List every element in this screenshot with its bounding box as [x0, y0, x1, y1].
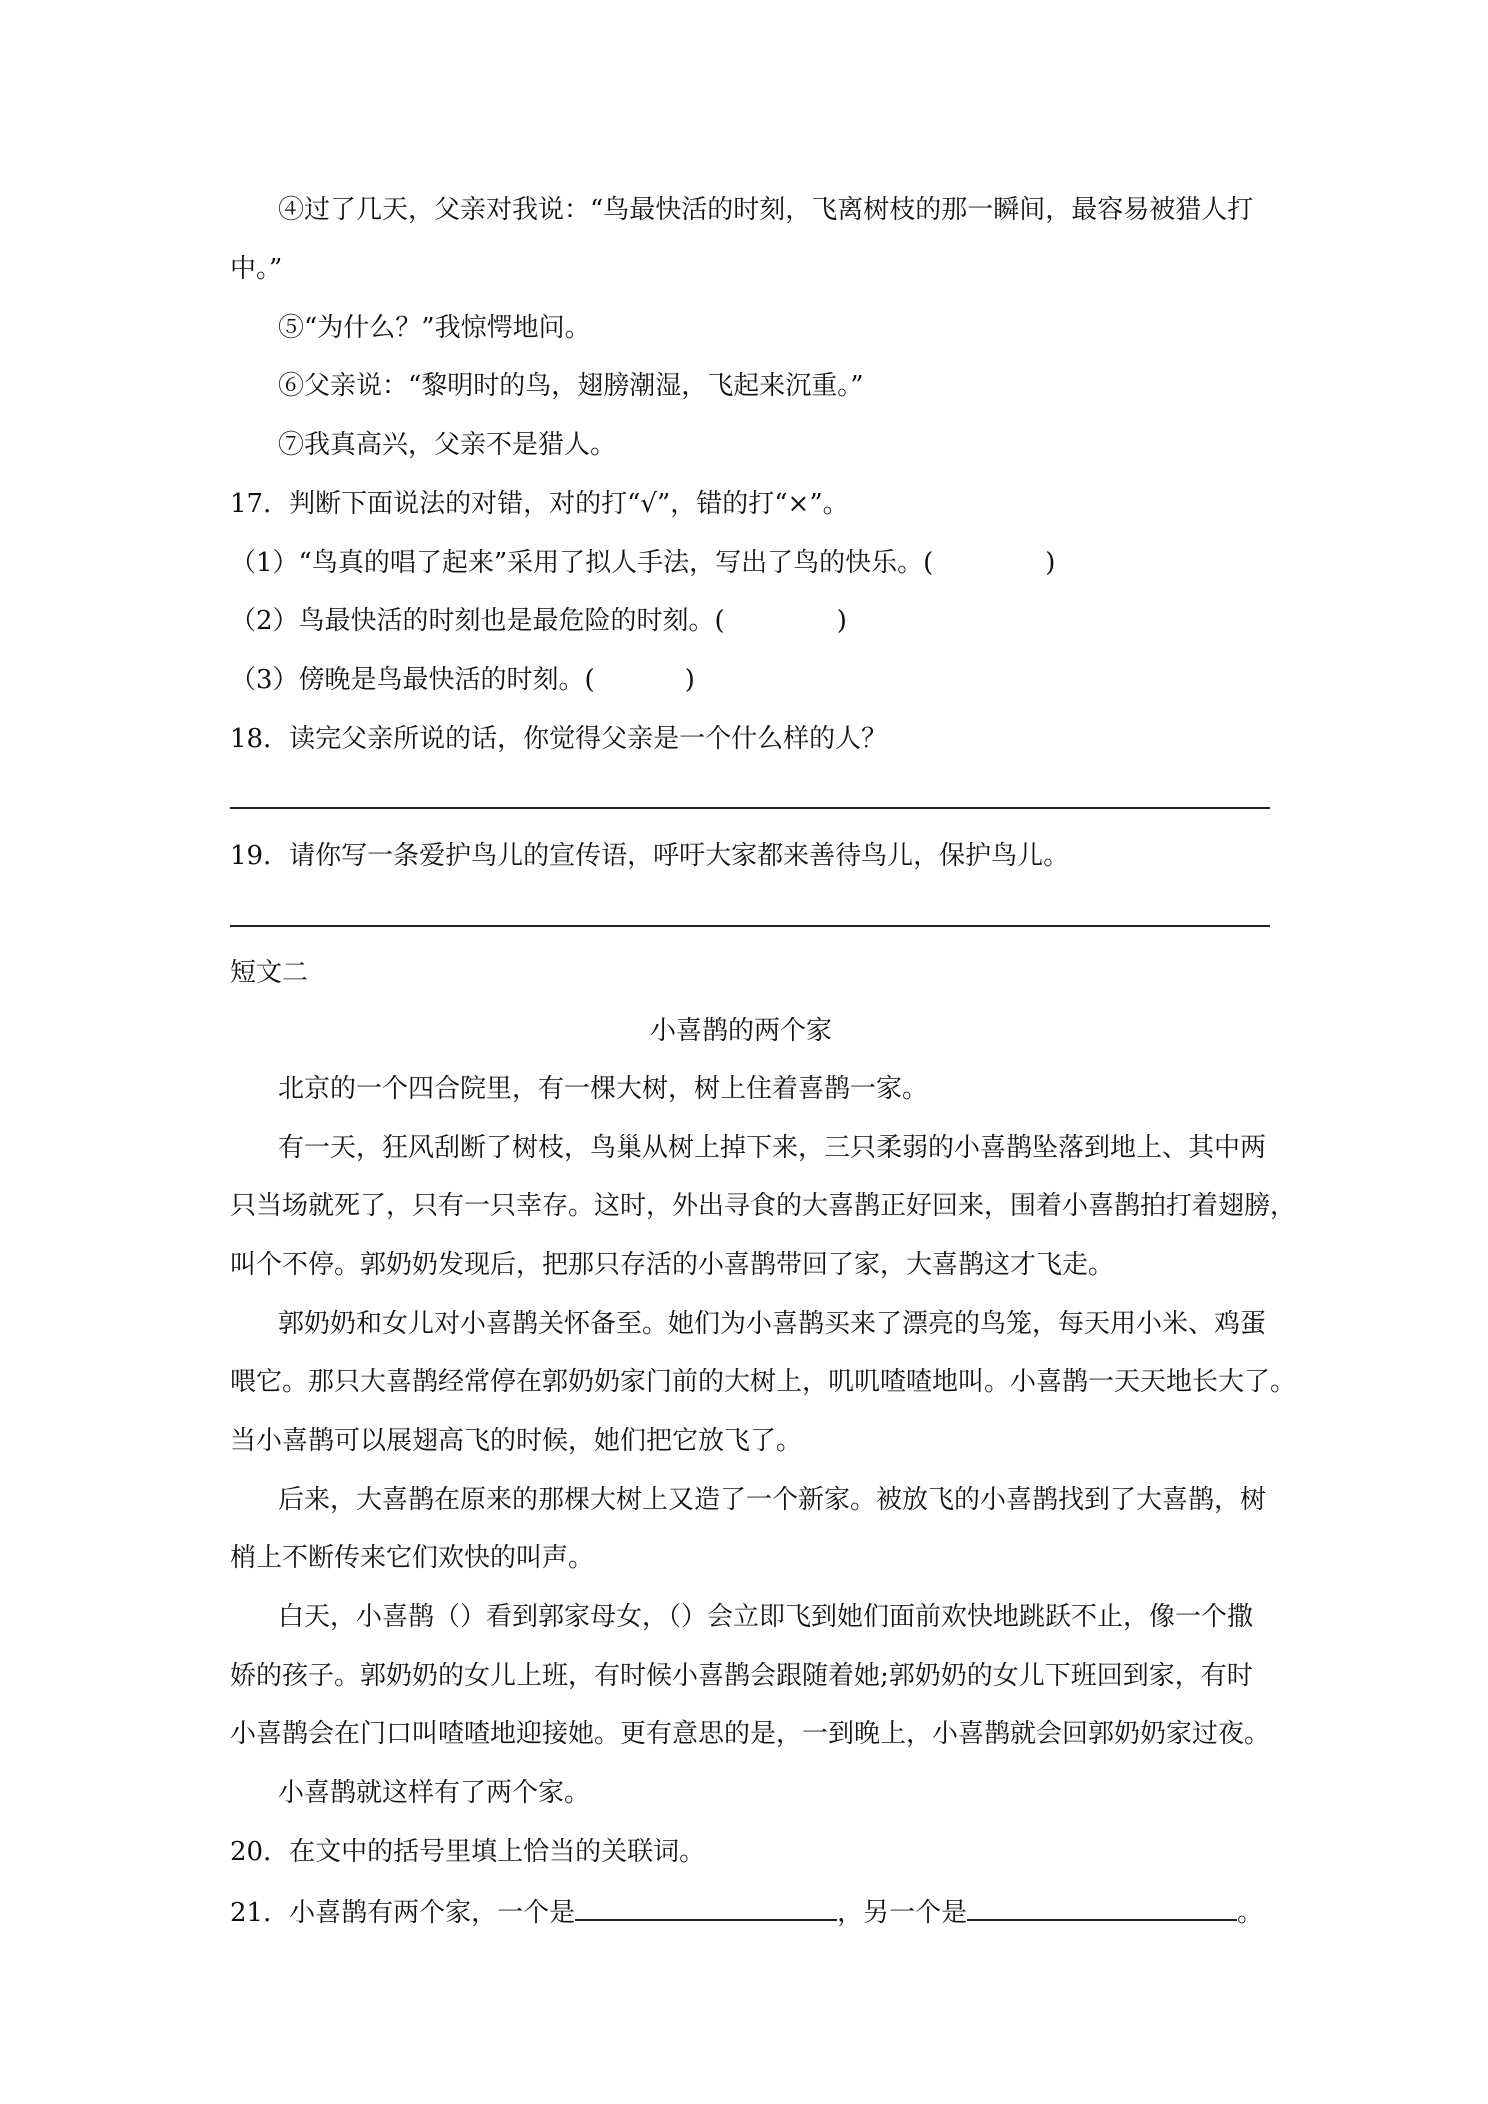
- q18-stem: 18．读完父亲所说的话，你觉得父亲是一个什么样的人？: [230, 724, 888, 754]
- passage2-line: 后来，大喜鹊在原来的那棵大树上又造了一个新家。被放飞的小喜鹊找到了大喜鹊，树: [278, 1485, 1267, 1515]
- q19-answer-line[interactable]: [230, 925, 1270, 927]
- passage2-line: 当小喜鹊可以展翅高飞的时候，她们把它放飞了。: [230, 1426, 803, 1456]
- passage1-p6: ⑥父亲说：“黎明时的鸟，翅膀潮湿，飞起来沉重。”: [278, 371, 864, 401]
- passage2-line: 郭奶奶和女儿对小喜鹊关怀备至。她们为小喜鹊买来了漂亮的鸟笼，每天用小米、鸡蛋: [278, 1309, 1267, 1339]
- q21-part1: 21．小喜鹊有两个家，一个是: [230, 1898, 576, 1928]
- q20-stem: 20．在文中的括号里填上恰当的关联词。: [230, 1837, 706, 1867]
- passage2-line: 白天，小喜鹊（）看到郭家母女，（）会立即飞到她们面前欢快地跳跃不止，像一个撒: [278, 1602, 1254, 1632]
- q17-item-3-text: （3）傍晚是鸟最快活的时刻。(: [230, 665, 595, 695]
- q21-stem: [230, 1893, 1263, 1930]
- q17-item-3: [230, 663, 695, 697]
- q17-item-2-text: （2）鸟最快活的时刻也是最危险的时刻。(: [230, 606, 725, 636]
- q17-item-1-close: ): [1045, 548, 1056, 578]
- passage2-line: 叫个不停。郭奶奶发现后，把那只存活的小喜鹊带回了家，大喜鹊这才飞走。: [230, 1250, 1115, 1280]
- q21-blank-1[interactable]: [575, 1893, 837, 1921]
- q21-part3: 。: [1237, 1898, 1264, 1928]
- passage2-line: 娇的孩子。郭奶奶的女儿上班，有时候小喜鹊会跟随着她;郭奶奶的女儿下班回到家，有时: [230, 1661, 1253, 1691]
- passage1-p4-line1: ④过了几天，父亲对我说：“鸟最快活的时刻，飞离树枝的那一瞬间，最容易被猎人打: [278, 195, 1254, 225]
- q17-item-2-close: ): [836, 606, 847, 636]
- q21-part2: ，另一个是: [837, 1898, 968, 1928]
- q17-item-1-text: （1）“鸟真的唱了起来”采用了拟人手法，写出了鸟的快乐。(: [230, 548, 934, 578]
- passage2-line: 有一天，狂风刮断了树枝，鸟巢从树上掉下来，三只柔弱的小喜鹊坠落到地上、其中两: [278, 1133, 1267, 1163]
- passage2-line: 小喜鹊就这样有了两个家。: [278, 1778, 591, 1808]
- passage2-line: 梢上不断传来它们欢快的叫声。: [230, 1543, 595, 1573]
- passage2-title: 小喜鹊的两个家: [650, 1016, 833, 1046]
- q17-item-3-close: ): [684, 665, 695, 695]
- q17-item-1: [230, 546, 1055, 580]
- passage1-p7: ⑦我真高兴，父亲不是猎人。: [278, 430, 617, 460]
- q19-stem: 19．请你写一条爱护鸟儿的宣传语，呼吁大家都来善待鸟儿，保护鸟儿。: [230, 841, 1070, 871]
- passage2-line: 北京的一个四合院里，有一棵大树，树上住着喜鹊一家。: [278, 1074, 929, 1104]
- q21-blank-2[interactable]: [967, 1893, 1237, 1921]
- passage2-label: 短文二: [230, 958, 309, 988]
- passage2-line: 喂它。那只大喜鹊经常停在郭奶奶家门前的大树上，叽叽喳喳地叫。小喜鹊一天天地长大了。: [230, 1367, 1297, 1397]
- q17-stem: 17．判断下面说法的对错，对的打“√”，错的打“×”。: [230, 489, 849, 519]
- q18-answer-line[interactable]: [230, 807, 1270, 809]
- passage1-p5: ⑤“为什么？”我惊愕地问。: [278, 313, 591, 343]
- passage2-line: 只当场就死了，只有一只幸存。这时，外出寻食的大喜鹊正好回来，围着小喜鹊拍打着翅膀，: [230, 1191, 1297, 1221]
- passage1-p4-line2: 中。”: [230, 254, 283, 284]
- q17-item-2: [230, 604, 847, 638]
- passage2-line: 小喜鹊会在门口叫喳喳地迎接她。更有意思的是，一到晚上，小喜鹊就会回郭奶奶家过夜。: [230, 1719, 1271, 1749]
